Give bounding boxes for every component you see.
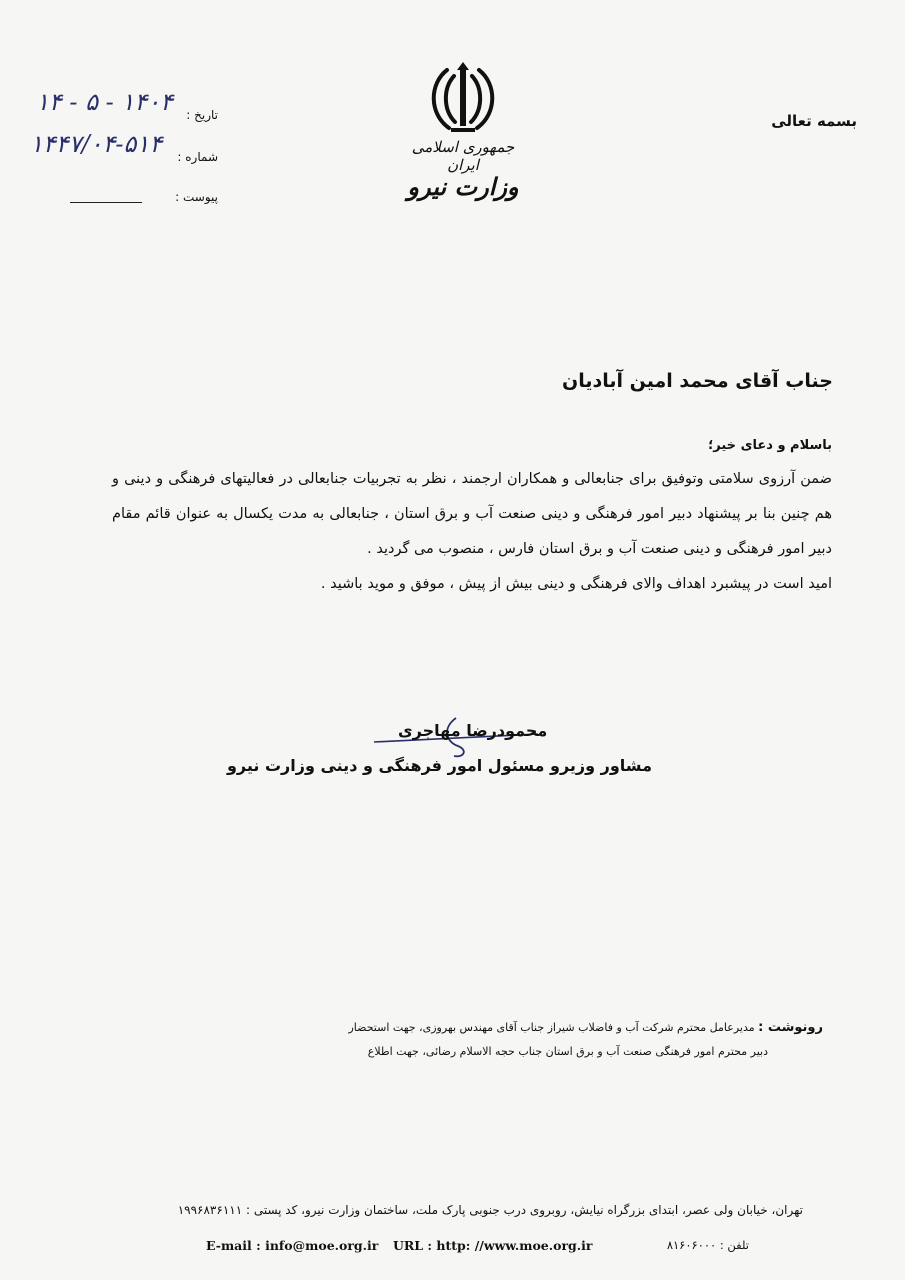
iran-emblem-icon bbox=[425, 62, 501, 134]
signer-position: مشاور وزیرو مسئول امور فرهنگی و دینی وزارت نیرو bbox=[226, 756, 652, 775]
attachment-line bbox=[70, 202, 142, 203]
ministry-title: وزارت نیرو bbox=[407, 172, 519, 201]
date-value: ۱۴۰۴ - ۵ - ۱۴ bbox=[36, 88, 173, 116]
cc-recipient: مدیرعامل محترم شرکت آب و فاضلاب شیراز جناب آقای مهندس بهروزی، جهت استحضار bbox=[348, 1021, 755, 1034]
footer-phone: تلفن : ۸۱۶۰۶۰۰۰ bbox=[666, 1238, 749, 1252]
recipient: جناب آقای محمد امین آبادیان bbox=[562, 370, 833, 392]
footer-address: تهران، خیابان ولی عصر، ابتدای بزرگراه نیایش، روبروی درب جنوبی پارک ملت، ساختمان وزارت نیرو، کد پستی : ۱۹۹۶۸۳۶۱۱۱ bbox=[177, 1203, 803, 1217]
letter-body bbox=[112, 462, 832, 602]
number-label: شماره : bbox=[177, 150, 218, 164]
republic-title: جمهوری اسلامی ایران bbox=[411, 138, 515, 174]
date-label: تاریخ : bbox=[186, 108, 218, 122]
letterhead bbox=[398, 62, 528, 201]
bismillah-heading: بسمه تعالی bbox=[771, 112, 857, 130]
number-value: ۱۴۴۷/۰۴-۵۱۴ bbox=[30, 130, 163, 158]
body-paragraph: ضمن آرزوی سلامتی وتوفیق برای جنابعالی و همکاران ارجمند ، نظر به تجربیات جنابعالی در فعالیتهای فرهنگی و دینی و هم چنین بنا بر پیشنهاد دبیر امور فرهنگی و دینی صنعت آب و برق استان ، جنابعالی به مدت یکسال به عنوان قائم مقام دبیر امور فرهنگی و دینی صنعت آب و برق استان فارس ، منصوب می گردید . bbox=[112, 471, 832, 557]
footer-url: URL : http: //www.moe.org.ir bbox=[393, 1238, 593, 1253]
signer-name: محمودرضا مهاجری bbox=[398, 721, 548, 740]
cc-label: رونوشت : bbox=[758, 1020, 823, 1035]
cc-line bbox=[349, 1016, 824, 1040]
body-paragraph: امید است در پیشبرد اهداف والای فرهنگی و دینی بیش از پیش ، موفق و موید باشید . bbox=[320, 576, 832, 592]
greeting: باسلام و دعای خیر؛ bbox=[708, 438, 832, 453]
cc-recipient: دبیر محترم امور فرهنگی صنعت آب و برق استان جناب حجه الاسلام رضائی، جهت اطلاع bbox=[367, 1045, 768, 1058]
cc-section bbox=[349, 1016, 824, 1064]
attachment-label: پیوست : bbox=[175, 190, 218, 204]
footer-email: E-mail : info@moe.org.ir bbox=[206, 1238, 379, 1253]
